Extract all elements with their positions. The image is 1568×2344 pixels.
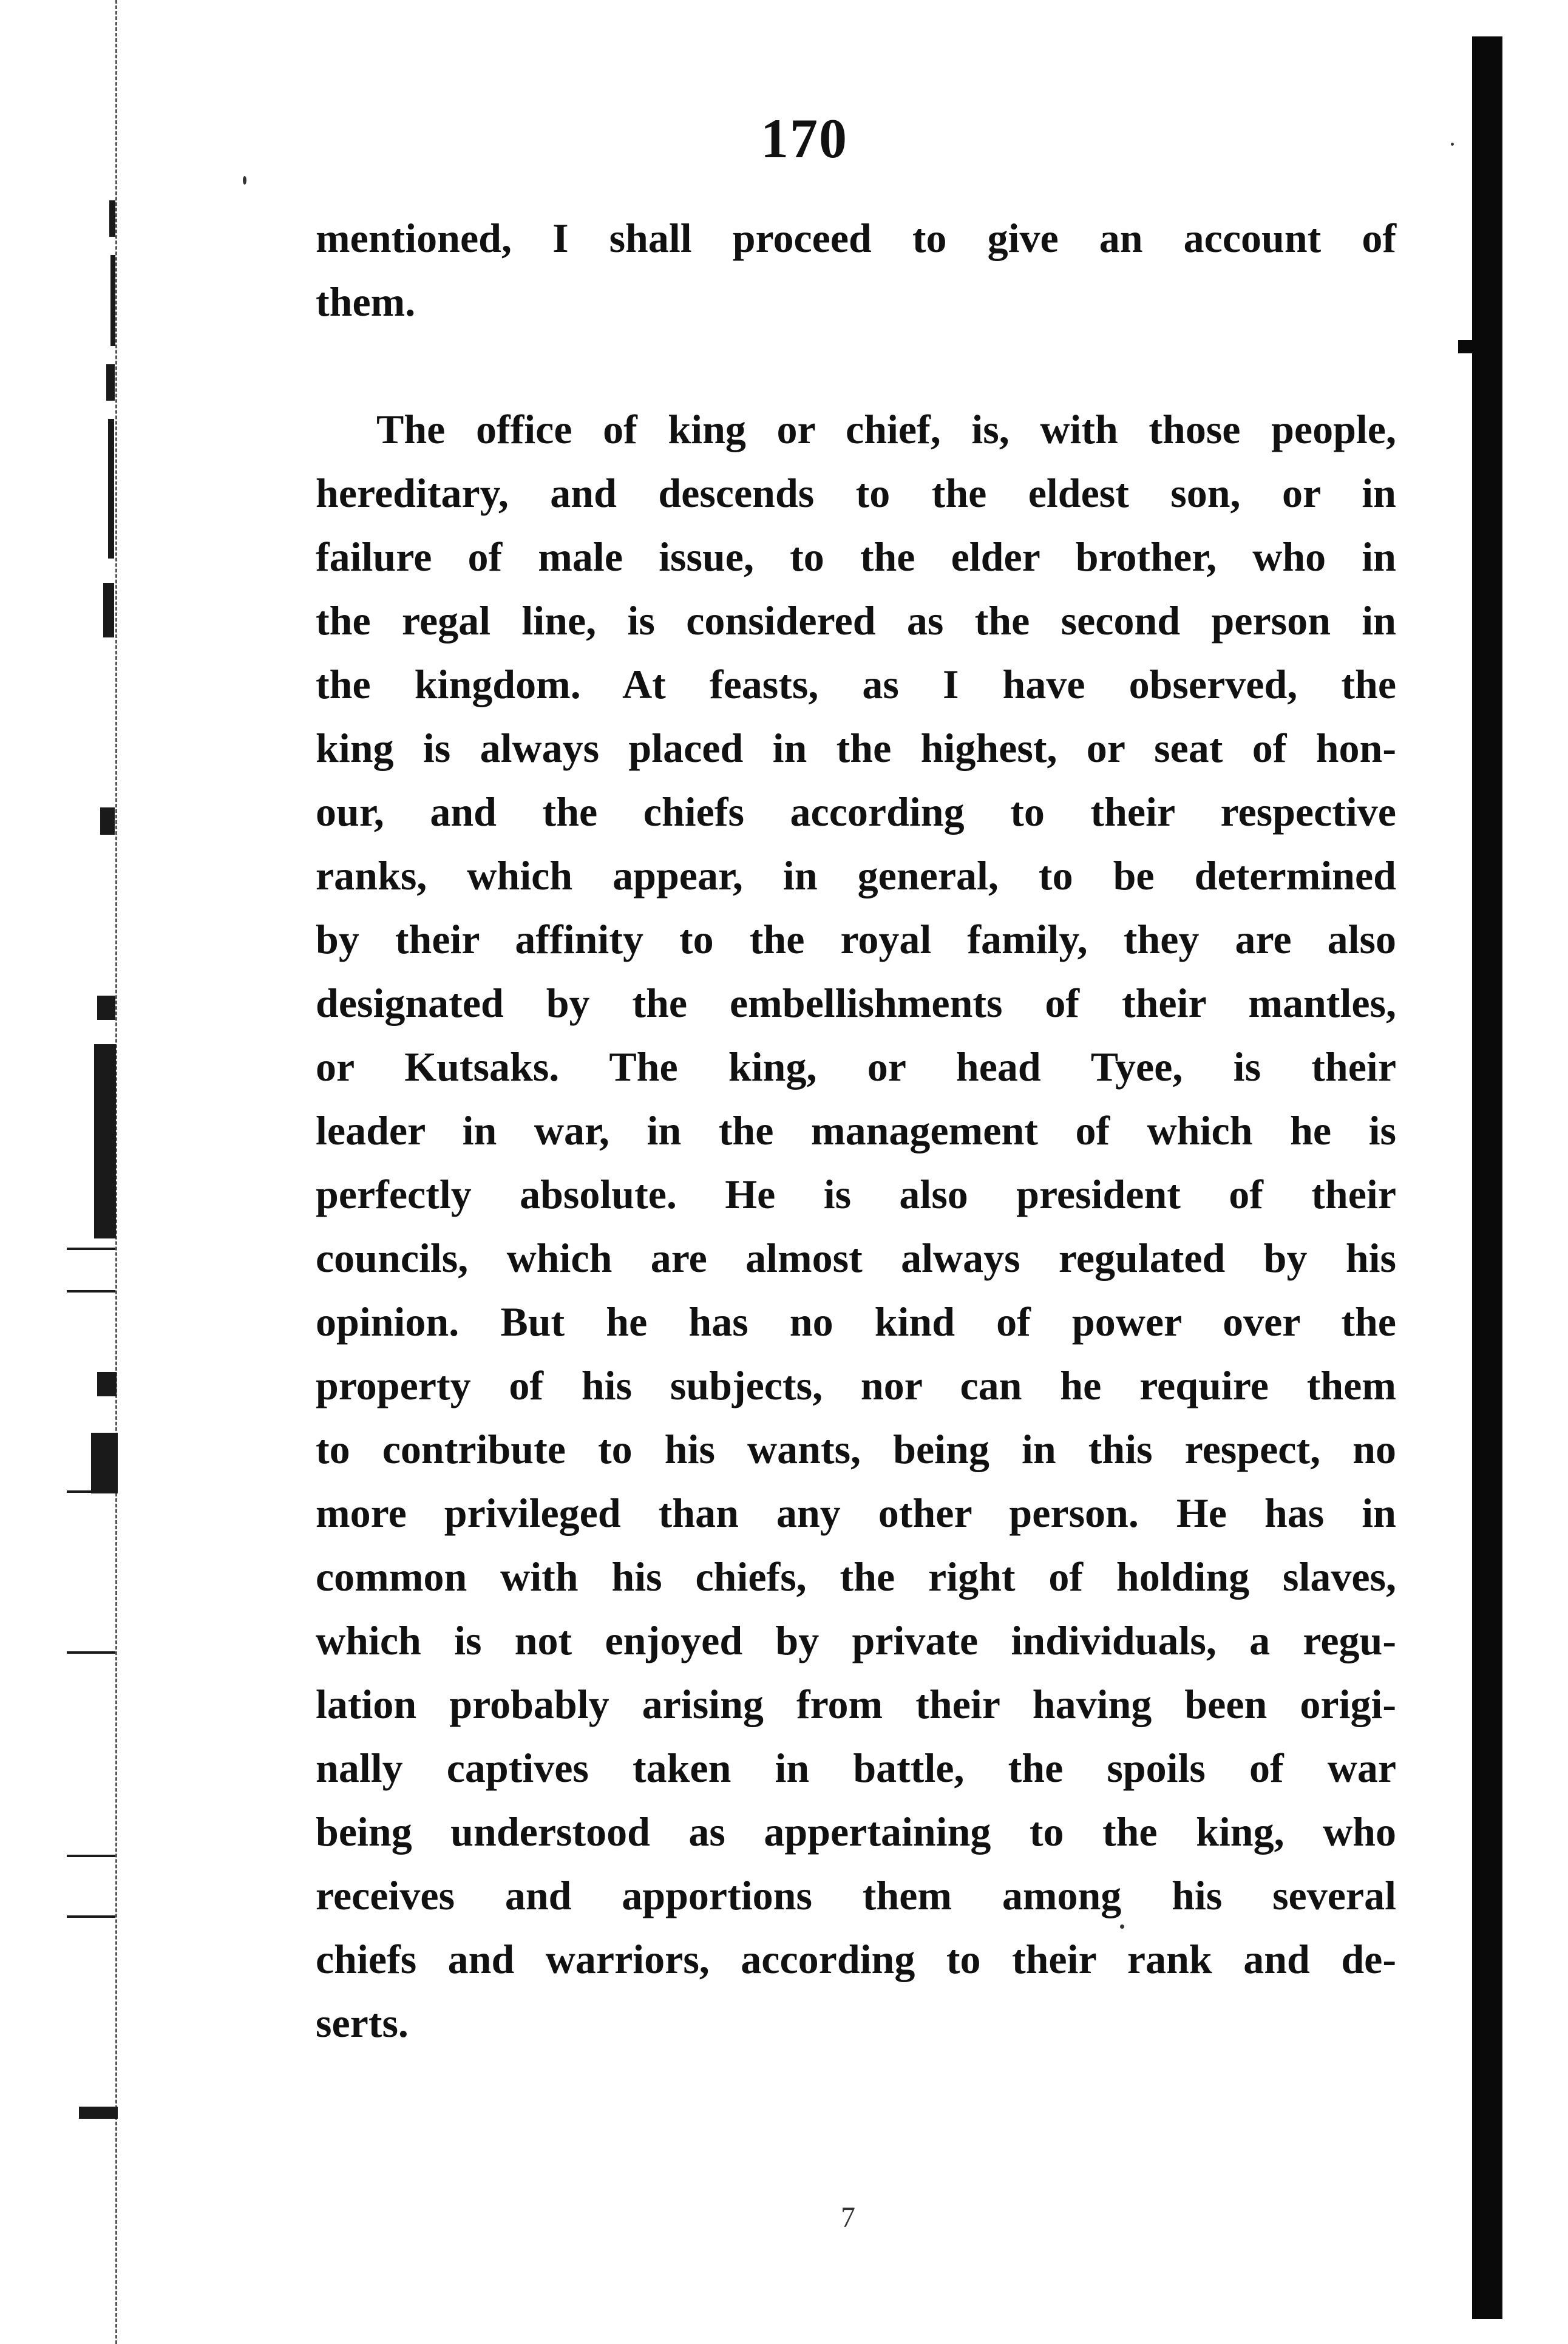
margin-mark: [109, 200, 115, 237]
text-line: chiefs and warriors, according to their rank and de-: [316, 1936, 1396, 1982]
scan-speck: [243, 176, 246, 185]
margin-mark: [108, 419, 114, 559]
text-line: to contribute to his wants, being in this respect, no: [316, 1426, 1396, 1472]
text-line: failure of male issue, to the elder brother, who in: [316, 534, 1396, 580]
page-number: 170: [761, 107, 848, 169]
text-line: mentioned, I shall proceed to give an account of: [316, 215, 1396, 261]
text-line: designated by the embellishments of their mantles,: [316, 980, 1396, 1026]
text-line: opinion. But he has no kind of power over the: [316, 1299, 1396, 1345]
margin-rule: [67, 1248, 115, 1250]
text-line: common with his chiefs, the right of holding slaves,: [316, 1554, 1396, 1600]
margin-mark: [97, 996, 115, 1020]
margin-mark: [103, 583, 114, 637]
text-line: the regal line, is considered as the second person in: [316, 597, 1396, 644]
text-line: ranks, which appear, in general, to be determined: [316, 852, 1396, 899]
margin-rule: [67, 1290, 115, 1293]
text-line: nally captives taken in battle, the spoils of war: [316, 1745, 1396, 1791]
text-line: being understood as appertaining to the king, who: [316, 1809, 1396, 1855]
margin-block-mark: [91, 1433, 118, 1493]
text-line: perfectly absolute. He is also president of their: [316, 1171, 1396, 1217]
text-line: more privileged than any other person. He has in: [316, 1490, 1396, 1536]
text-line: councils, which are almost always regulated by his: [316, 1235, 1396, 1281]
margin-rule: [67, 1915, 115, 1918]
text-line: them.: [316, 279, 416, 325]
margin-mark: [97, 1372, 117, 1396]
margin-rule: [67, 1651, 115, 1654]
binding-edge-bar: [1472, 36, 1502, 2319]
scan-speck: [1120, 1924, 1124, 1929]
left-margin-artifacts: [42, 0, 188, 2344]
text-line: leader in war, in the management of which he is: [316, 1107, 1396, 1153]
margin-rule: [67, 1855, 115, 1857]
footer-signature-mark: 7: [841, 2201, 855, 2234]
text-line: by their affinity to the royal family, they are also: [316, 916, 1396, 962]
text-line: receives and apportions them among his several: [316, 1872, 1396, 1918]
text-line: serts.: [316, 2000, 409, 2046]
margin-rule: [67, 1490, 115, 1493]
text-line: or Kutsaks. The king, or head Tyee, is their: [316, 1044, 1396, 1090]
margin-mark: [79, 2107, 118, 2119]
text-line: which is not enjoyed by private individuals, a regu-: [316, 1617, 1396, 1663]
text-line: property of his subjects, nor can he require them: [316, 1362, 1396, 1408]
text-line: lation probably arising from their having been origi-: [316, 1681, 1396, 1727]
margin-mark: [100, 807, 115, 835]
text-line: The office of king or chief, is, with those people,: [376, 406, 1396, 452]
text-line: hereditary, and descends to the eldest son, or in: [316, 470, 1396, 516]
scan-speck: [1451, 143, 1454, 146]
body-text: [316, 206, 1396, 2055]
text-line: king is always placed in the highest, or seat of hon-: [316, 725, 1396, 771]
margin-mark: [110, 255, 115, 346]
text-line: our, and the chiefs according to their respective: [316, 789, 1396, 835]
paragraph-gap: [316, 334, 1396, 398]
text-line: the kingdom. At feasts, as I have observed, the: [316, 661, 1396, 707]
margin-mark: [106, 364, 115, 401]
margin-block-mark: [94, 1044, 116, 1238]
binding-edge-notch: [1458, 340, 1473, 353]
